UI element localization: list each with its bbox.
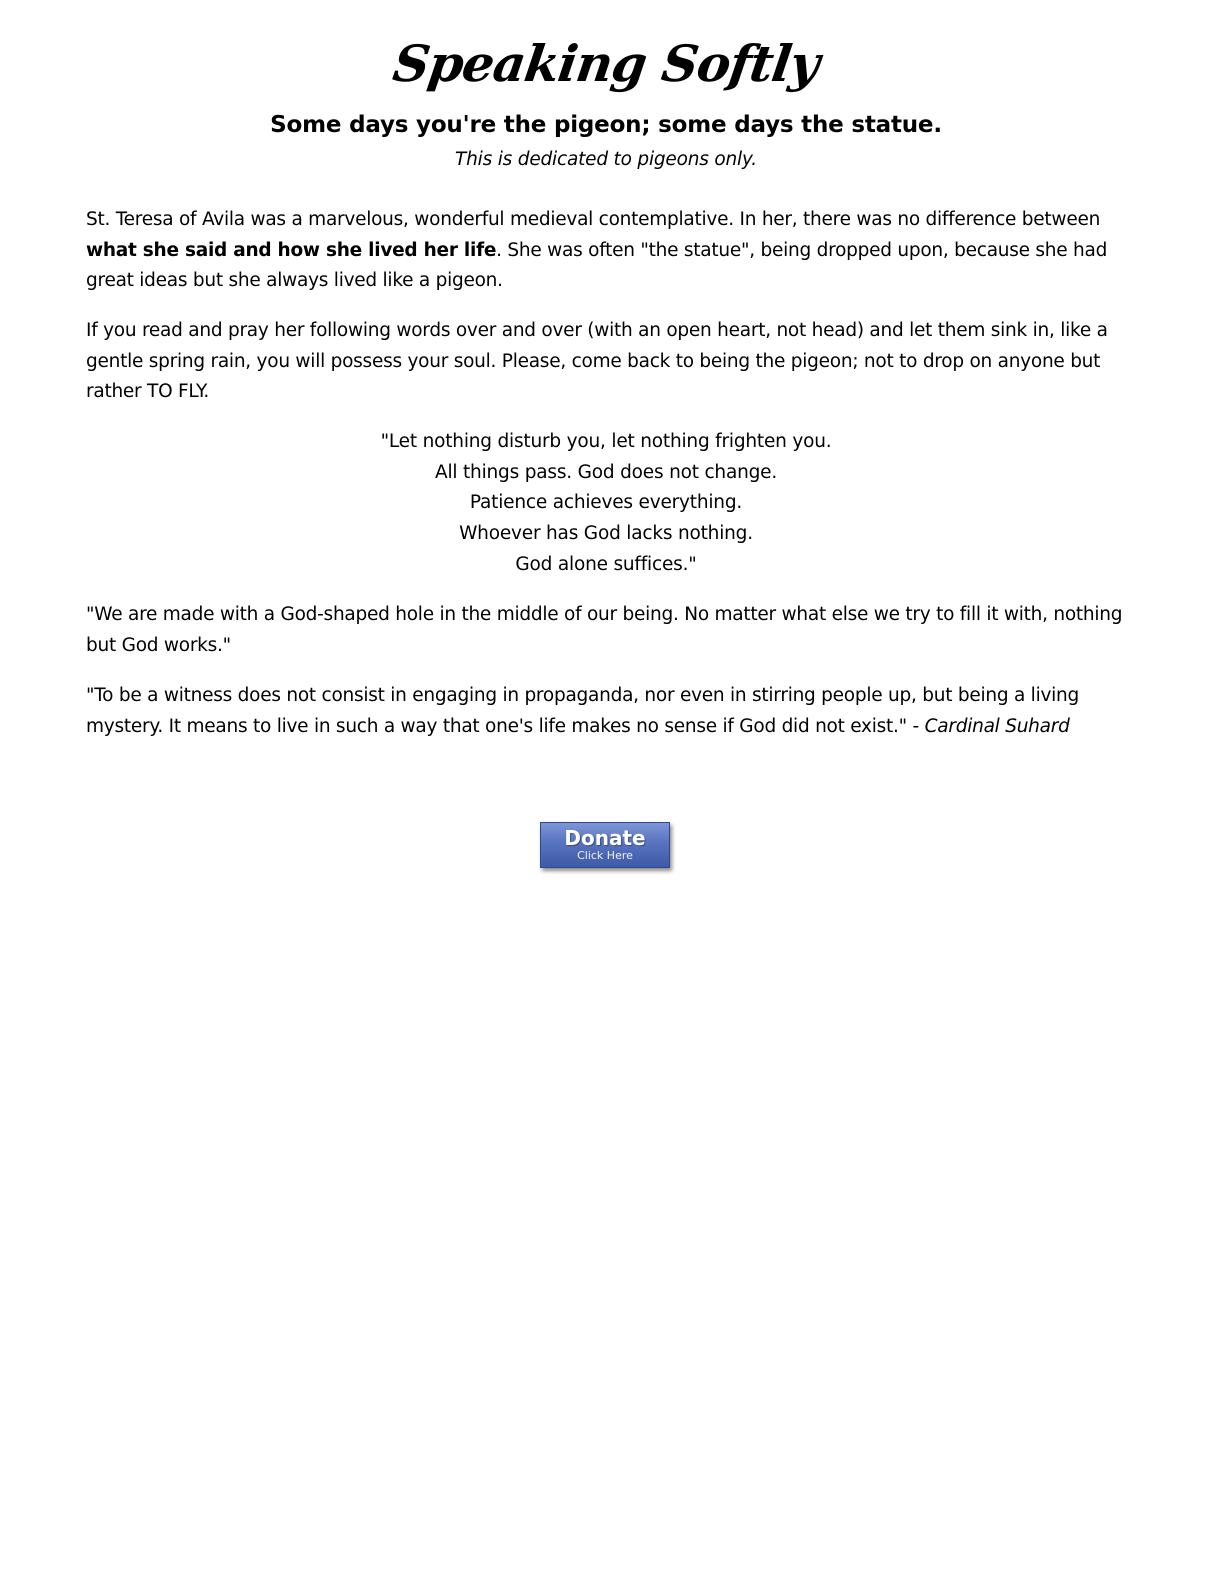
paragraph-st-teresa-intro: St. Teresa of Avila was a marvelous, wonderful medieval contemplative. In her, there was no difference between: [86, 209, 1101, 230]
dedication-text: This is dedicated to pigeons only.: [455, 149, 757, 170]
paragraph-st-teresa-rest: . She was often "the statue", being dropped upon, because she had great ideas but she always lived like a pigeon.: [86, 239, 1108, 291]
paragraph-st-teresa-emphasis: what she said and how she lived her life: [86, 239, 497, 261]
paragraph-witness-quote: [86, 681, 1126, 742]
poem-line: "Let nothing disturb you, let nothing frighten you.: [380, 431, 832, 452]
paragraph-pray-words: If you read and pray her following words over and over (with an open heart, not head) and let them sink in, like a gentle spring rain, you will possess your soul. Please, come back to being the pigeon; not to drop on anyone but rather TO FLY.: [86, 320, 1108, 402]
quote-attribution: Cardinal Suhard: [924, 715, 1070, 737]
poem-line: Patience achieves everything.: [469, 492, 743, 514]
poem-line: God alone suffices.": [515, 553, 697, 575]
paragraph-st-teresa: [86, 205, 1126, 297]
donate-button[interactable]: [540, 822, 670, 868]
witness-quote-text: "To be a witness does not consist in engaging in propaganda, nor even in stirring people up, but being a living mystery. It means to live in such a way that one's life makes no sense if God did not exist." -: [86, 685, 1080, 737]
page-title: Speaking Softly: [389, 34, 823, 93]
poem-line: Whoever has God lacks nothing.: [459, 523, 753, 545]
page-subtitle: Some days you're the pigeon; some days the statue.: [270, 112, 942, 138]
poem-block: [0, 427, 1212, 581]
paragraph-god-shaped-hole: "We are made with a God-shaped hole in the middle of our being. No matter what else we try to fill it with, nothing but God works.": [86, 604, 1123, 656]
poem-line: All things pass. God does not change.: [434, 461, 778, 483]
donate-button-sublabel: Click Here: [577, 849, 633, 862]
donate-button-label: Donate: [564, 826, 646, 850]
